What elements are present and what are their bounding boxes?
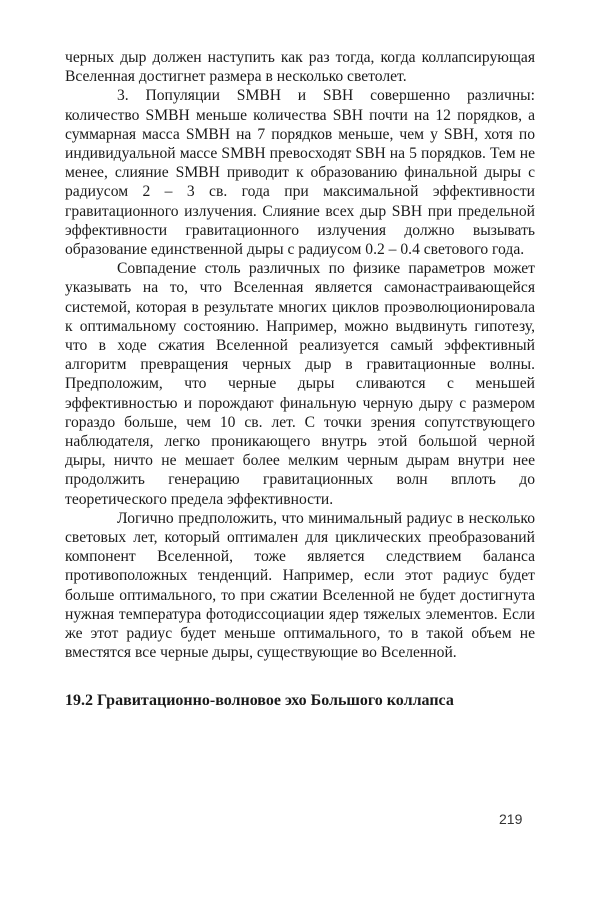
paragraph-coincidence: Совпадение столь различных по физике параметров может указывать на то, что Вселенная является самонастраивающейся системой, которая в результате многих циклов проэволюционировала к оптимальному состоянию. Например, можно выдвинуть гипотезу, что в ходе сжатия Вселенной реализуется самый эффективный алгоритм превращения черных дыр в гравитационные волны. Предположим, что черные дыры сливаются с меньшей эффективностью и порождают финальную черную дыру с размером гораздо больше, чем 10 св. лет. С точки зрения сопутствующего наблюдателя, легко проникающего внутрь этой большой черной дыры, ничто не мешает более мелким черным дырам внутри нее продолжить генерацию гравитационных волн вплоть до теоретического предела эффективности.	[65, 260, 535, 508]
page-body	[65, 48, 535, 711]
paragraph-logical: Логично предположить, что минимальный радиус в несколько световых лет, который оптимален для циклических преобразований компонент Вселенной, тоже является следствием баланса противоположных тенденций. Например, если этот радиус будет больше оптимального, то при сжатии Вселенной не будет достигнута нужная температура фотодиссоциации ядер тяжелых элементов. Если же этот радиус будет меньше оптимального, то в такой объем не вместятся все черные дыры, существующие во Вселенной.	[65, 509, 535, 662]
paragraph-continuation: черных дыр должен наступить как раз тогда, когда коллапсирующая Вселенная достигнет размера в несколько светолет.	[65, 49, 535, 86]
page-number: 219	[499, 811, 523, 827]
paragraph-point-3: 3. Популяции SMBH и SBH совершенно различны: количество SMBH меньше количества SBH почти на 12 порядков, а суммарная масса SMBH на 7 порядков меньше, чем у SBH, хотя по индивидуальной массе SMBH превосходят SBH на 5 порядков. Тем не менее, слияние SMBH приводит к образованию финальной дыры с радиусом 2 – 3 св. года при максимальной эффективности гравитационного излучения. Слияние всех дыр SBH при предельной эффективности гравитационного излучения должно вызывать образование единственной дыры с радиусом 0.2 – 0.4 светового года.	[65, 87, 535, 259]
section-heading: 19.2 Гравитационно-волновое эхо Большого коллапса	[65, 691, 454, 709]
